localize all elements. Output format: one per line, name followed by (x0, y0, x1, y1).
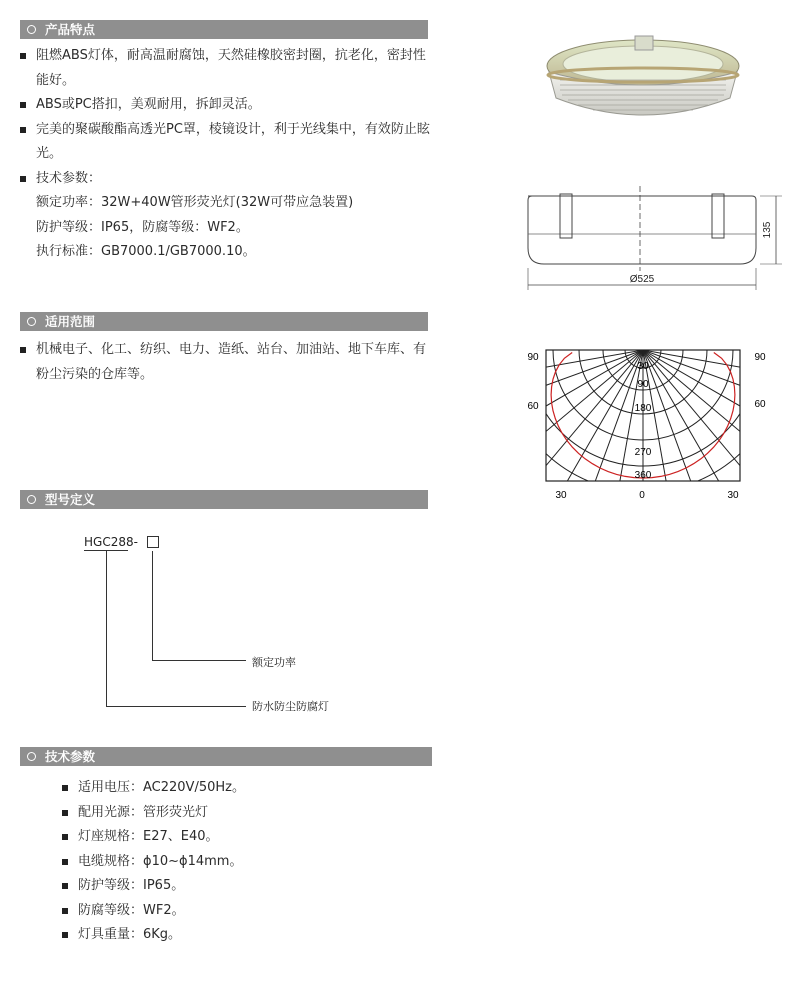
model-box-icon (147, 536, 159, 548)
circle-bullet-icon (27, 317, 36, 326)
connector-line (152, 660, 246, 661)
square-bullet-icon (20, 102, 26, 108)
section-title: 产品特点 (45, 22, 96, 37)
section-header-scope (20, 312, 428, 331)
param-line: 额定功率：32W+40W管形荧光灯(32W可带应急装置) (36, 195, 354, 210)
grid-ray (643, 350, 782, 480)
features-list (20, 44, 430, 191)
dimension-drawing (520, 186, 788, 294)
list-item: 适用电压：AC220V/50Hz。 (62, 776, 412, 801)
right-label: 90 (754, 352, 766, 363)
bottom-label: 30 (727, 490, 739, 501)
section-header-model (20, 490, 428, 509)
section-title: 型号定义 (45, 492, 96, 507)
center-label: 180 (634, 403, 652, 414)
section-title: 技术参数 (45, 749, 96, 764)
right-label: 60 (754, 399, 766, 410)
square-bullet-icon (62, 810, 68, 816)
polar-distribution-diagram (520, 345, 782, 505)
grid-ray (520, 350, 643, 505)
connector-line (106, 706, 246, 707)
section-header-tech (20, 747, 432, 766)
square-bullet-icon (62, 859, 68, 865)
tech-list (62, 776, 412, 948)
list-item: 完美的聚碳酸酯高透光PC罩，棱镜设计，利于光线集中，有效防止眩光。 (20, 118, 430, 167)
square-bullet-icon (62, 834, 68, 840)
left-label: 60 (527, 401, 539, 412)
connector-line (106, 551, 107, 707)
diameter-dimension-label: Ø525 (629, 274, 655, 285)
square-bullet-icon (62, 883, 68, 889)
square-bullet-icon (20, 53, 26, 59)
center-label: 30 (637, 361, 649, 372)
lamp-photo (538, 28, 748, 130)
grid-ray (520, 350, 643, 505)
param-line: 执行标准：GB7000.1/GB7000.10。 (36, 244, 256, 259)
model-label-type: 防水防尘防腐灯 (252, 700, 329, 713)
square-bullet-icon (62, 908, 68, 914)
scope-list (20, 338, 430, 387)
list-item: ABS或PC搭扣，美观耐用，拆卸灵活。 (20, 93, 430, 118)
list-item: 防护等级：IP65。 (62, 874, 412, 899)
grid-ray (520, 350, 643, 439)
grid-ray (520, 350, 643, 480)
model-code: HGC288- (84, 535, 138, 549)
circle-bullet-icon (27, 25, 36, 34)
connector-line (152, 551, 153, 661)
center-label: 270 (634, 447, 652, 458)
list-item: 机械电子、化工、纺织、电力、造纸、站台、加油站、地下车库、有粉尘污染的仓库等。 (20, 338, 430, 387)
grid-ray (643, 350, 782, 505)
circle-bullet-icon (27, 495, 36, 504)
grid-ray (598, 350, 643, 505)
center-label: 90 (637, 379, 649, 390)
model-label-power: 额定功率 (252, 656, 296, 669)
list-item: 灯座规格：E27、E40。 (62, 825, 412, 850)
square-bullet-icon (20, 347, 26, 353)
list-item: 电缆规格：ɸ10~ɸ14mm。 (62, 850, 412, 875)
grid-ray (643, 350, 688, 505)
grid-ray (520, 350, 643, 505)
circle-bullet-icon (27, 752, 36, 761)
param-line: 防护等级：IP65，防腐等级：WF2。 (36, 219, 249, 235)
height-dimension-label: 135 (762, 221, 773, 239)
square-bullet-icon (20, 127, 26, 133)
grid-ray (643, 350, 782, 505)
bottom-label: 0 (639, 490, 645, 501)
list-item: 配用光源：管形荧光灯 (62, 801, 412, 826)
square-bullet-icon (62, 785, 68, 791)
list-item: 灯具重量：6Kg。 (62, 923, 412, 948)
grid-ray (643, 350, 782, 439)
list-item: 防腐等级：WF2。 (62, 899, 412, 924)
section-header-features (20, 20, 428, 39)
list-item: 技术参数： (20, 167, 430, 192)
square-bullet-icon (62, 932, 68, 938)
square-bullet-icon (20, 176, 26, 182)
section-title: 适用范围 (45, 314, 96, 329)
bottom-label: 30 (555, 490, 567, 501)
left-label: 90 (527, 352, 539, 363)
params-text (36, 191, 353, 265)
center-label: 360 (634, 470, 652, 481)
list-item: 阻燃ABS灯体，耐高温耐腐蚀，天然硅橡胶密封圈，抗老化，密封性能好。 (20, 44, 430, 93)
